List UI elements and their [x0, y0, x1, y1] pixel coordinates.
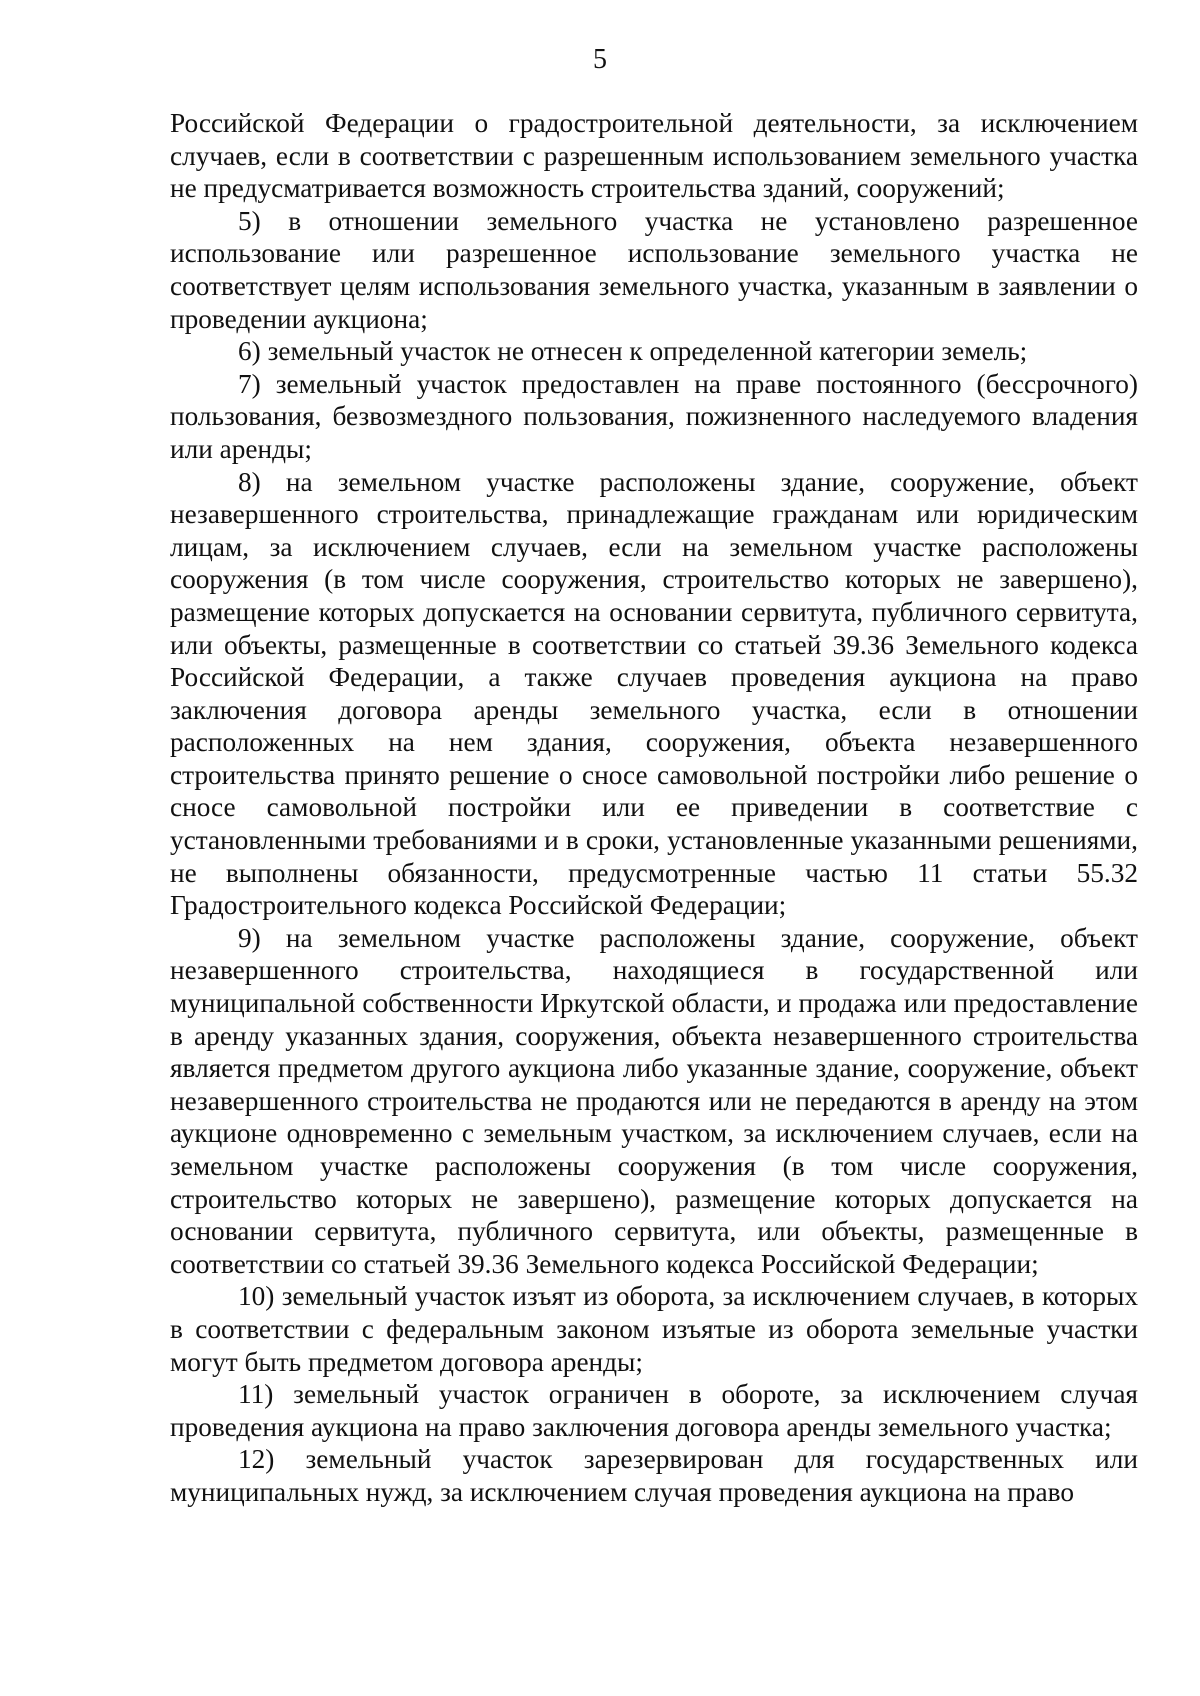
list-item-9: 9) на земельном участке расположены здание, сооружение, объект незавершенного строительства, находящиеся в государственной или муниципальной собственности Иркутской области, и продажа или предоставление в аренду указанных здания, сооружения, объекта незавершенного строительства является предметом другого аукциона либо указанные здание, сооружение, объект незавершенного строительства не продаются или не передаются в аренду на этом аукционе одновременно с земельным участком, за исключением случаев, если на земельном участке расположены сооружения (в том числе сооружения, строительство которых не завершено), размещение которых допускается на основании сервитута, публичного сервитута, или объекты, размещенные в соответствии со статьей 39.36 Земельного кодекса Российской Федерации;	[170, 922, 1138, 1279]
list-item-6: 6) земельный участок не отнесен к определенной категории земель;	[238, 336, 1028, 367]
list-item-12: 12) земельный участок зарезервирован для государственных или муниципальных нужд, за исключением случая проведения аукциона на право	[170, 1444, 1138, 1507]
list-item-11: 11) земельный участок ограничен в обороте, за исключением случая проведения аукциона на право заключения договора аренды земельного участка;	[170, 1379, 1138, 1442]
document-body	[170, 107, 1138, 1509]
list-item-10: 10) земельный участок изъят из оборота, за исключением случаев, в которых в соответствии с федеральным законом изъятые из оборота земельные участки могут быть предметом договора аренды;	[170, 1281, 1138, 1377]
list-item-7: 7) земельный участок предоставлен на праве постоянного (бессрочного) пользования, безвозмездного пользования, пожизненного наследуемого владения или аренды;	[170, 368, 1138, 464]
paragraph-continuation: Российской Федерации о градостроительной деятельности, за исключением случаев, если в соответствии с разрешенным использованием земельного участка не предусматривается возможность строительства зданий, сооружений;	[170, 108, 1138, 204]
list-item-8: 8) на земельном участке расположены здание, сооружение, объект незавершенного строительства, принадлежащие гражданам или юридическим лицам, за исключением случаев, если на земельном участке расположены сооружения (в том числе сооружения, строительство которых не завершено), размещение которых допускается на основании сервитута, публичного сервитута, или объекты, размещенные в соответствии со статьей 39.36 Земельного кодекса Российской Федерации, а также случаев проведения аукциона на право заключения договора аренды земельного участка, если в отношении расположенных на нем здания, сооружения, объекта незавершенного строительства принято решение о сносе самовольной постройки либо решение о сносе самовольной постройки или ее приведении в соответствие с установленными требованиями и в сроки, установленные указанными решениями, не выполнены обязанности, предусмотренные частью 11 статьи 55.32 Градостроительного кодекса Российской Федерации;	[170, 466, 1138, 921]
page-number: 5	[593, 44, 607, 75]
list-item-5: 5) в отношении земельного участка не установлено разрешенное использование или разрешенное использование земельного участка не соответствует целям использования земельного участка, указанным в заявлении о проведении аукциона;	[170, 205, 1138, 334]
